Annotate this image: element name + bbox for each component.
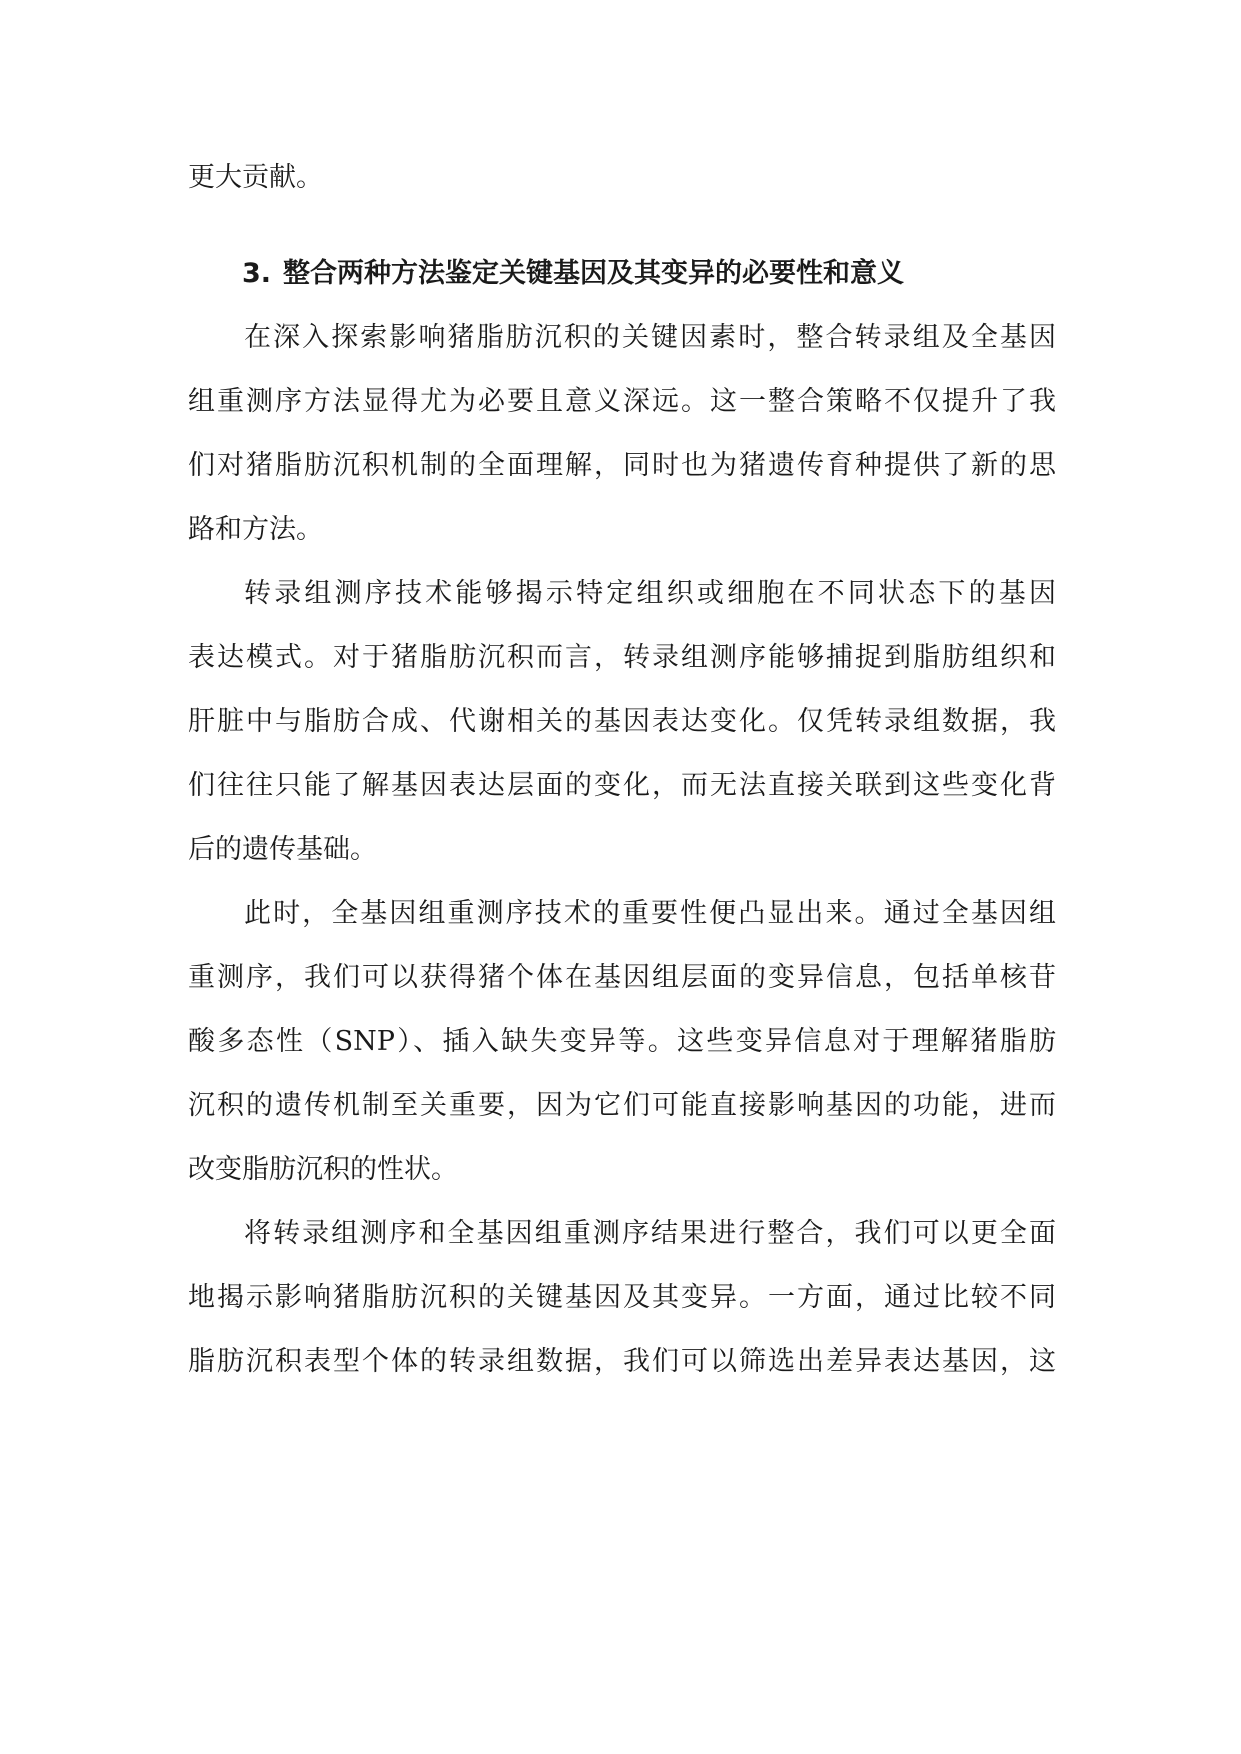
text-line: 脂肪沉积表型个体的转录组数据，我们可以筛选出差异表达基因，这 [188,1346,1056,1377]
section-title: 整合两种方法鉴定关键基因及其变异的必要性和意义 [283,258,905,289]
section-heading [188,242,1056,306]
paragraph-3 [188,882,1056,1202]
text-line: 们往往只能了解基因表达层面的变化，而无法直接关联到这些变化背 [188,770,1056,801]
paragraph-4 [188,1202,1056,1394]
text-line: 组重测序方法显得尤为必要且意义深远。这一整合策略不仅提升了我 [188,386,1056,417]
text-line: 转录组测序技术能够揭示特定组织或细胞在不同状态下的基因 [244,578,1056,609]
text-line: 们对猪脂肪沉积机制的全面理解，同时也为猪遗传育种提供了新的思 [188,450,1056,481]
text-line: 后的遗传基础。 [188,834,377,865]
text-line: 在深入探索影响猪脂肪沉积的关键因素时，整合转录组及全基因 [244,322,1056,353]
continuation-paragraph [188,146,1056,210]
section-number: 3. [242,258,272,289]
paragraph-2 [188,562,1056,882]
text-line: 表达模式。对于猪脂肪沉积而言，转录组测序能够捕捉到脂肪组织和 [188,642,1056,673]
paragraph-1 [188,306,1056,562]
text-line: 此时，全基因组重测序技术的重要性便凸显出来。通过全基因组 [244,898,1056,929]
text-line: 酸多态性（SNP）、插入缺失变异等。这些变异信息对于理解猪脂肪 [188,1026,1056,1057]
text-line: 改变脂肪沉积的性状。 [188,1154,458,1185]
text-line: 重测序，我们可以获得猪个体在基因组层面的变异信息，包括单核苷 [188,962,1056,993]
text-line: 地揭示影响猪脂肪沉积的关键基因及其变异。一方面，通过比较不同 [188,1282,1056,1313]
text-line: 沉积的遗传机制至关重要，因为它们可能直接影响基因的功能，进而 [188,1090,1056,1121]
text-line: 路和方法。 [188,514,323,545]
document-body [188,146,1056,1394]
text-line: 将转录组测序和全基因组重测序结果进行整合，我们可以更全面 [244,1218,1056,1249]
text-line: 更大贡献。 [188,162,323,193]
text-line: 肝脏中与脂肪合成、代谢相关的基因表达变化。仅凭转录组数据，我 [188,706,1056,737]
